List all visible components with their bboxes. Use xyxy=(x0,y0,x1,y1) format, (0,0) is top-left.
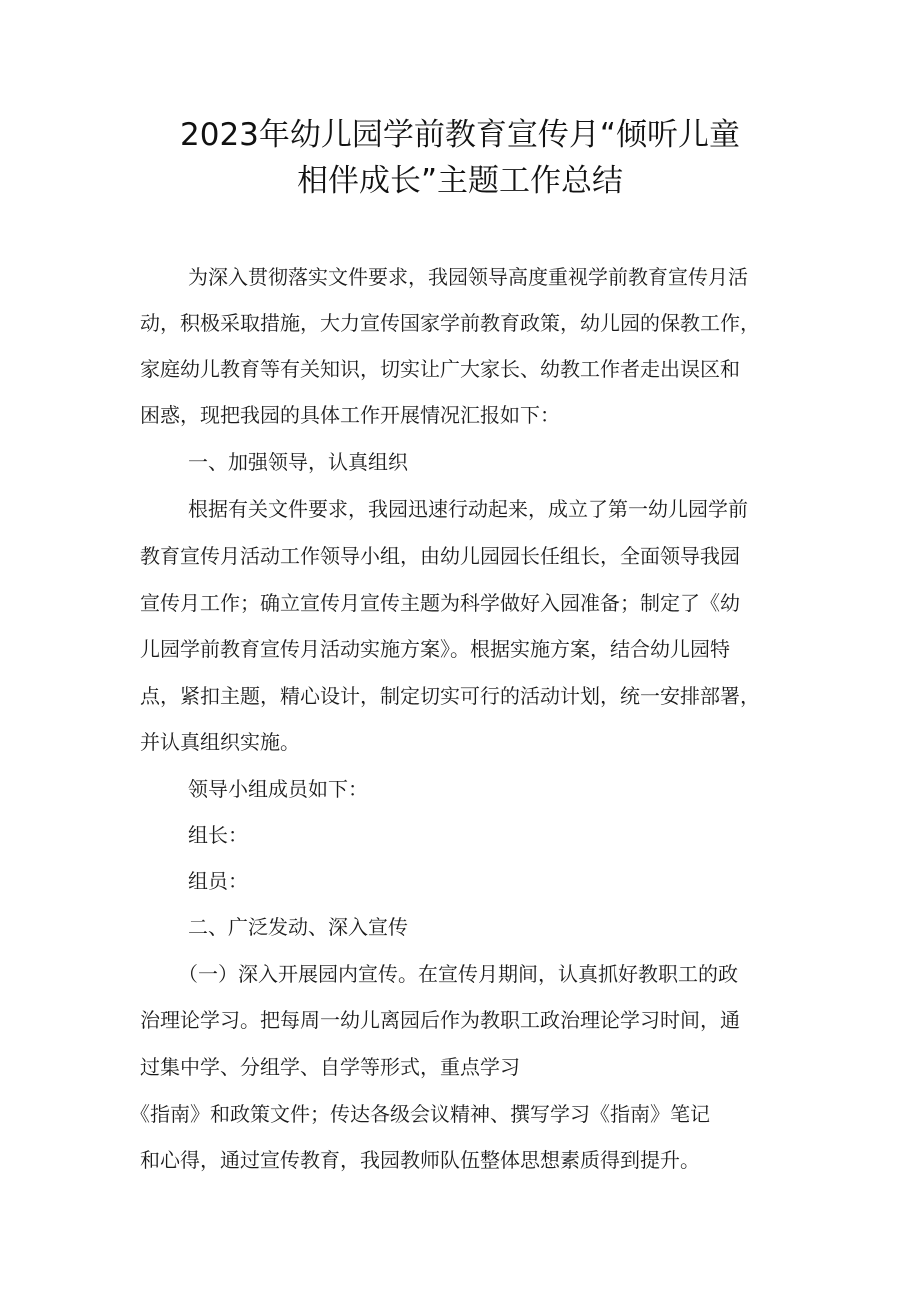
document-title-line-1: 2023年幼儿园学前教育宣传月“倾听儿童 xyxy=(180,117,740,153)
section-2-paragraph-line-4: 《指南》和政策文件；传达各级会议精神、撰写学习《指南》笔记 xyxy=(130,1102,710,1126)
section-1-paragraph-line-4: 儿园学前教育宣传月活动实施方案》。根据实施方案，结合幼儿园特 xyxy=(140,637,730,661)
intro-paragraph-line-2: 动，积极采取措施，大力宣传国家学前教育政策，幼儿园的保教工作， xyxy=(140,311,760,335)
section-1-paragraph-line-5: 点，紧扣主题，精心设计，制定切实可行的活动计划，统一安排部署， xyxy=(140,684,760,708)
section-1-paragraph-line-6: 并认真组织实施。 xyxy=(140,730,300,754)
intro-paragraph-line-3: 家庭幼儿教育等有关知识，切实让广大家长、幼教工作者走出误区和 xyxy=(140,357,740,381)
section-1-paragraph-line-3: 宣传月工作；确立宣传月宣传主题为科学做好入园准备；制定了《幼 xyxy=(140,591,740,615)
section-heading-2: 二、广泛发动、深入宣传 xyxy=(188,915,408,939)
section-2-paragraph-line-5: 和心得，通过宣传教育，我园教师队伍整体思想素质得到提升。 xyxy=(140,1148,700,1172)
section-2-paragraph-line-3: 过集中学、分组学、自学等形式，重点学习 xyxy=(140,1055,520,1079)
section-1-paragraph-line-2: 教育宣传月活动工作领导小组，由幼儿园园长任组长，全面领导我园 xyxy=(140,544,740,568)
intro-paragraph-line-1: 为深入贯彻落实文件要求，我园领导高度重视学前教育宣传月活 xyxy=(188,265,748,289)
document-title-line-2: 相伴成长”主题工作总结 xyxy=(296,163,624,199)
section-2-paragraph-line-2: 治理论学习。把每周一幼儿离园后作为教职工政治理论学习时间，通 xyxy=(140,1008,740,1032)
group-members-label: 组员： xyxy=(188,869,248,893)
section-heading-1: 一、加强领导，认真组织 xyxy=(188,450,408,474)
section-1-paragraph-line-1: 根据有关文件要求，我园迅速行动起来，成立了第一幼儿园学前 xyxy=(188,497,748,521)
leadership-group-label: 领导小组成员如下： xyxy=(188,777,368,801)
group-leader-label: 组长： xyxy=(188,823,248,847)
section-2-paragraph-line-1: （一）深入开展园内宣传。在宣传月期间，认真抓好教职工的政 xyxy=(178,962,738,986)
intro-paragraph-line-4: 困惑，现把我园的具体工作开展情况汇报如下： xyxy=(140,403,560,427)
